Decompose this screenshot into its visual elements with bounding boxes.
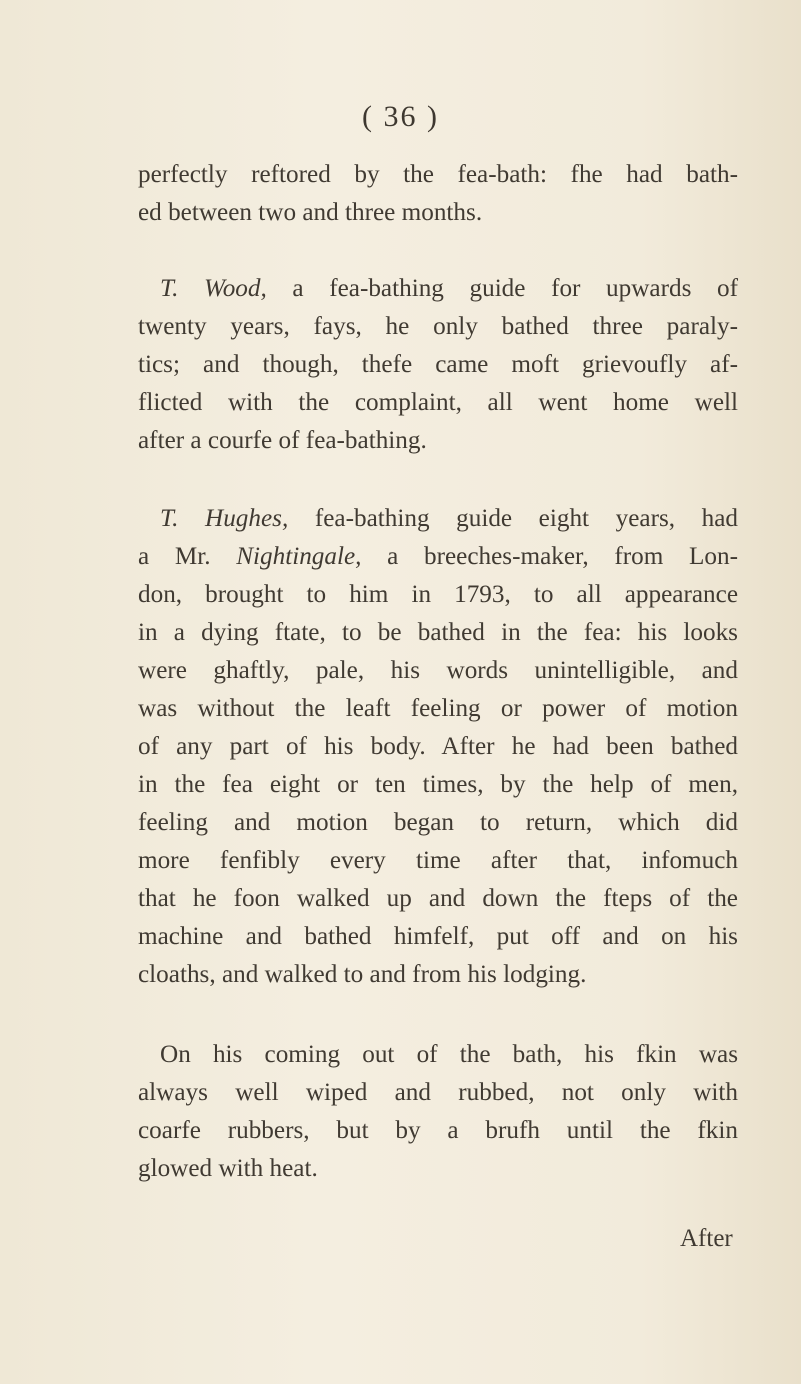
text-line: ed between two and three months. [138, 199, 483, 226]
text-line: coarfe rubbers, but by a brufh until the fkin [138, 1117, 738, 1144]
text-line: T. Hughes, fea-bathing guide eight years, had [160, 505, 739, 532]
text-line: was without the leaft feeling or power of motion [138, 695, 738, 722]
paragraph-3 [138, 500, 738, 994]
text-line: were ghaftly, pale, his words unintelligible, and [138, 657, 738, 684]
text-line: more fenfibly every time after that, infomuch [138, 847, 738, 874]
text-line: flicted with the complaint, all went home well [138, 389, 738, 416]
text-line: in a dying ftate, to be bathed in the fea: his looks [138, 619, 738, 646]
text-line: T. Wood, a fea-bathing guide for upwards of [160, 275, 738, 302]
text-line: On his coming out of the bath, his fkin was [160, 1041, 738, 1068]
text-line: that he foon walked up and down the fteps of the [138, 885, 738, 912]
text-line: glowed with heat. [138, 1155, 318, 1182]
text-line: always well wiped and rubbed, not only with [138, 1079, 738, 1106]
paragraph-2 [138, 270, 738, 460]
text-line: perfectly reftored by the fea-bath: fhe had bath- [138, 161, 738, 188]
catchword: After [680, 1225, 733, 1252]
text-line: after a courfe of fea-bathing. [138, 427, 427, 454]
person-name: T. Wood, [160, 275, 267, 302]
text-line: of any part of his body. After he had been bathed [138, 733, 738, 760]
text-line: in the fea eight or ten times, by the help of men, [138, 771, 738, 798]
text-line: machine and bathed himfelf, put off and on his [138, 923, 738, 950]
paragraph-1 [138, 156, 738, 232]
text-line: twenty years, fays, he only bathed three paraly- [138, 313, 738, 340]
person-name: T. Hughes, [160, 505, 289, 532]
text-line: don, brought to him in 1793, to all appearance [138, 581, 738, 608]
text-line: feeling and motion began to return, which did [138, 809, 738, 836]
text-line: cloaths, and walked to and from his lodging. [138, 961, 587, 988]
text-line: a Mr. Nightingale, a breeches-maker, from Lon- [138, 543, 738, 570]
page-number: ( 36 ) [362, 100, 439, 133]
text-line: tics; and though, thefe came moft grievoufly af- [138, 351, 738, 378]
person-name: Nightingale, [236, 543, 362, 570]
paragraph-4 [138, 1036, 738, 1188]
